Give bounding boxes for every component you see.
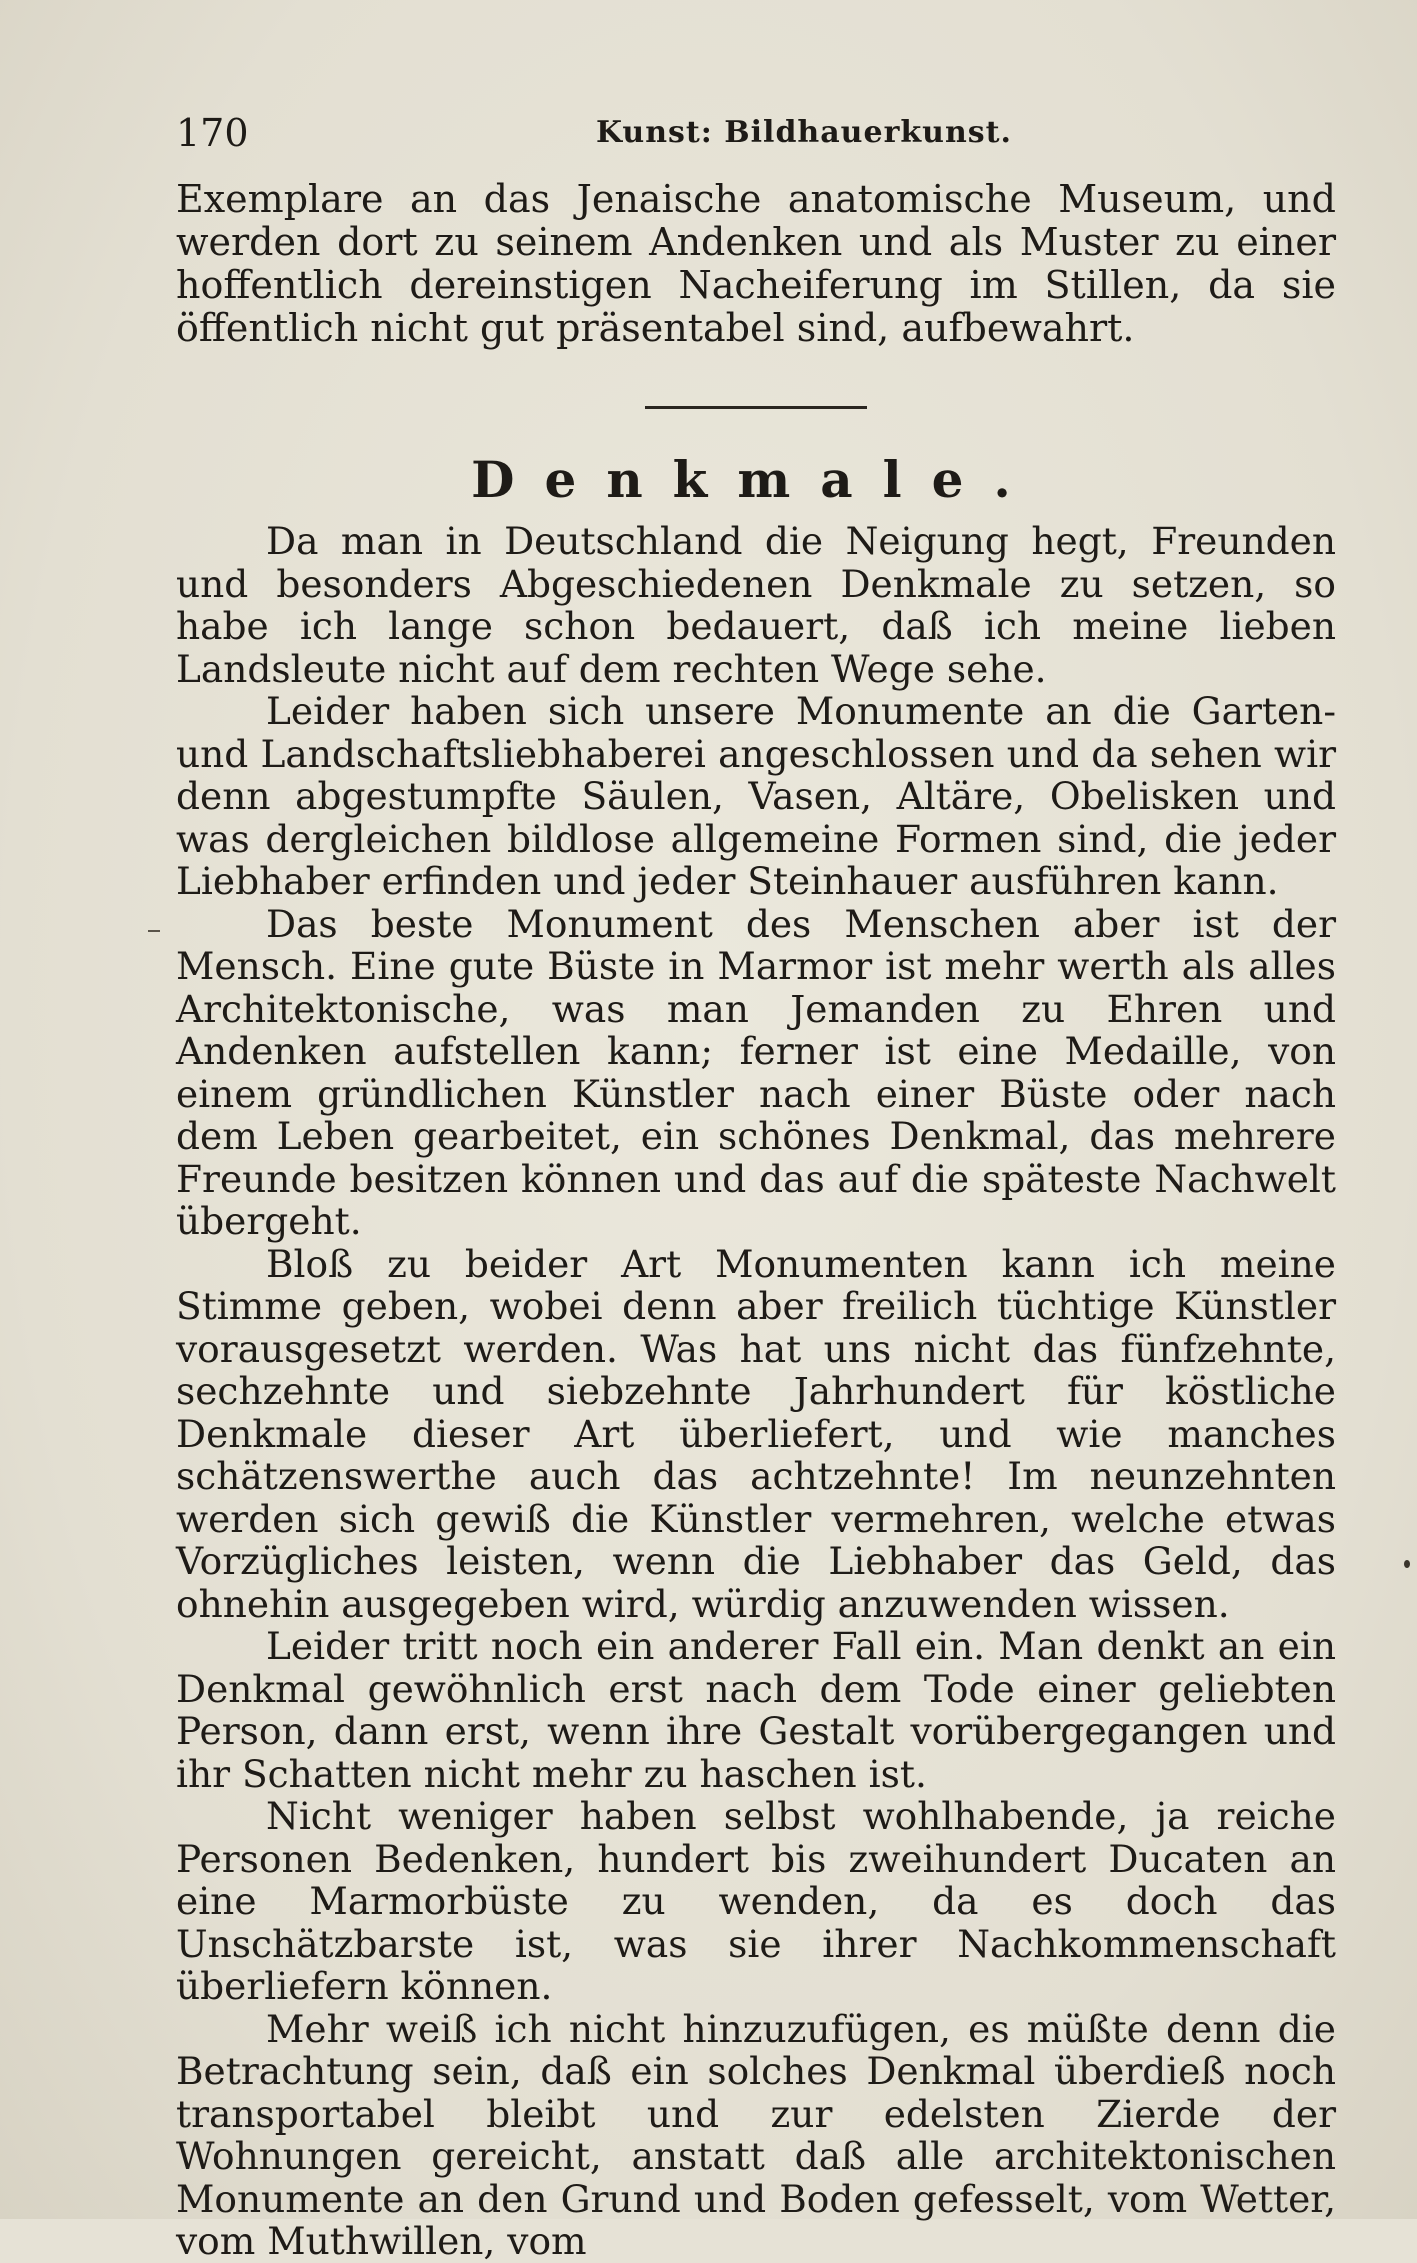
- section-divider: [645, 406, 867, 409]
- page-number: 170: [176, 111, 249, 155]
- paragraph: Bloß zu beider Art Monumenten kann ich meine Stimme geben, wobei denn aber freilich tüchtige Künstler vorausgesetzt werden. Was hat uns nicht das fünfzehnte, sechzehnte und siebzehnte Jahrhundert für köstliche Denkmale dieser Art überliefert, und wie manches schätzenswerthe auch das achtzehnte! Im neunzehnten werden sich gewiß die Künstler vermehren, welche etwas Vorzügliches leisten, wenn die Liebhaber das Geld, das ohnehin ausgegeben wird, würdig anzuwenden wissen.: [176, 1241, 1336, 1626]
- page-header: [176, 108, 1336, 158]
- intro-paragraph: Exemplare an das Jenaische anatomische Museum, und werden dort zu seinem Andenken und als Muster zu einer hoffentlich dereinstigen Nacheiferung im Stillen, da sie öffentlich nicht gut präsentabel sind, aufbewahrt.: [176, 177, 1336, 350]
- running-head: Kunst: Bildhauerkunst.: [596, 115, 1012, 150]
- paragraph: Leider tritt noch ein anderer Fall ein. Man denkt an ein Denkmal gewöhnlich erst nach dem Tode einer geliebten Person, dann erst, wenn ihre Gestalt vorübergegangen und ihr Schatten nicht mehr zu haschen ist.: [176, 1624, 1336, 1796]
- margin-mark: [148, 930, 160, 932]
- paragraph: Nicht weniger haben selbst wohlhabende, ja reiche Personen Bedenken, hundert bis zweihundert Ducaten an eine Marmorbüste zu wenden, da es doch das Unschätzbarste ist, was sie ihrer Nachkommenschaft überliefern können.: [176, 1794, 1336, 2008]
- paragraph: Leider haben sich unsere Monumente an die Garten- und Landschaftsliebhaberei angeschlossen und da sehen wir denn abgestumpfte Säulen, Vasen, Altäre, Obelisken und was dergleichen bildlose allgemeine Formen sind, die jeder Liebhaber erfinden und jeder Steinhauer ausführen kann.: [176, 689, 1336, 903]
- paragraph: Das beste Monument des Menschen aber ist der Mensch. Eine gute Büste in Marmor ist mehr werth als alles Architektonische, was man Jemanden zu Ehren und Andenken aufstellen kann; ferner ist eine Medaille, von einem gründlichen Künstler nach einer Büste oder nach dem Leben gearbeitet, ein schönes Denkmal, das mehrere Freunde besitzen können und das auf die späteste Nachwelt übergeht.: [176, 901, 1336, 1243]
- paragraph: Da man in Deutschland die Neigung hegt, Freunden und besonders Abgeschiedenen Denkmale zu setzen, so habe ich lange schon bedauert, daß ich meine lieben Landsleute nicht auf dem rechten Wege sehe.: [176, 519, 1336, 691]
- section-title: Denkmale.: [471, 450, 1041, 509]
- paragraph: Mehr weiß ich nicht hinzuzufügen, es müßte denn die Betrachtung sein, daß ein solches Denkmal überdieß noch transportabel bleibt und zur edelsten Zierde der Wohnungen gereicht, anstatt daß alle architektonischen Monumente an den Grund und Boden gefesselt, vom Wetter, vom Muthwillen, vom: [176, 2006, 1336, 2263]
- ink-speck: [1404, 1560, 1410, 1568]
- section-body: [176, 520, 1336, 2263]
